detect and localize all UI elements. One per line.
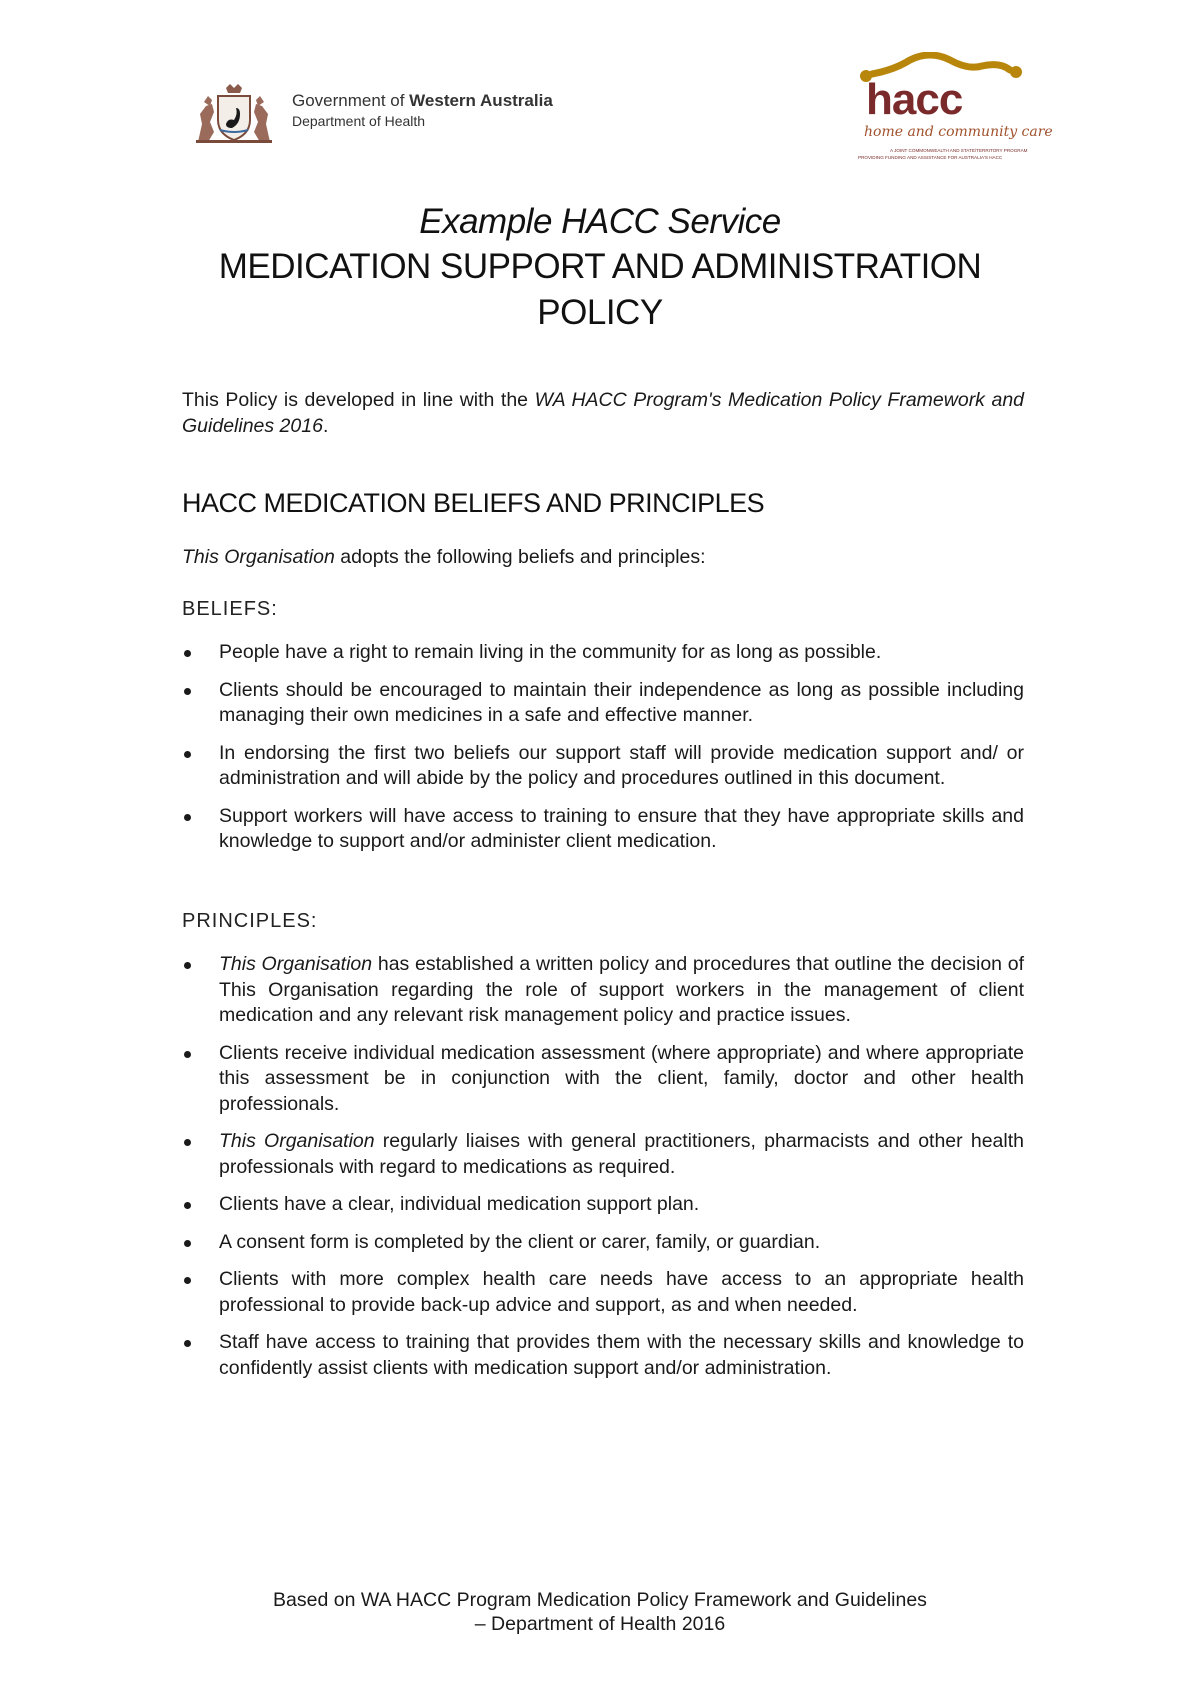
intro-paragraph: This Policy is developed in line with the WA HACC Program's Medication Policy Framework and Guidelines 2016. [182, 389, 1025, 437]
list-item: Clients have a clear, individual medication support plan. [182, 1192, 1024, 1218]
bullet-icon [184, 650, 191, 657]
department-name: Department of Health [292, 112, 426, 129]
principles-heading: PRINCIPLES: [182, 909, 318, 932]
government-name: Government of Western Australia [292, 91, 553, 110]
section-heading: HACC MEDICATION BELIEFS AND PRINCIPLES [182, 488, 765, 518]
document-title [150, 200, 1050, 336]
list-item: This Organisation has established a written policy and procedures that outline the decision of This Organisation regarding the role of support workers in the management of client medication and any relevant risk management policy and practice issues. [182, 952, 1024, 1029]
bullet-icon [184, 962, 191, 969]
title-policy-line-2: POLICY [537, 293, 663, 332]
principles-list [182, 952, 1024, 1381]
list-item: Clients should be encouraged to maintain their independence as long as possible including managing their own medicines in a safe and effective manner. [182, 678, 1024, 729]
list-item: In endorsing the first two beliefs our support staff will provide medication support and/ or administration and will abide by the policy and procedures outlined in this document. [182, 741, 1024, 792]
footer-line-2: – Department of Health 2016 [474, 1613, 726, 1635]
bullet-icon [184, 688, 191, 695]
list-item: Clients receive individual medication assessment (where appropriate) and where appropriate this assessment be in conjunction with the client, family, doctor and other health professionals. [182, 1041, 1024, 1118]
title-policy-line-1: MEDICATION SUPPORT AND ADMINISTRATION [218, 247, 982, 286]
hacc-fine-print-2: PROVIDING FUNDING AND ASSISTANCE FOR AUSTRALIA'S HACC [858, 155, 1003, 160]
hacc-wordmark: hacc [866, 75, 963, 124]
bullet-icon [184, 1051, 191, 1058]
adopts-statement: This Organisation adopts the following beliefs and principles: [182, 546, 706, 568]
bullet-icon [184, 1240, 191, 1247]
list-item: Clients with more complex health care needs have access to an appropriate health professional to provide back-up advice and support, as and when needed. [182, 1267, 1024, 1318]
list-item: People have a right to remain living in the community for as long as possible. [182, 640, 1024, 666]
hacc-roof-icon [872, 55, 1010, 74]
beliefs-list [182, 640, 1024, 855]
bullet-icon [184, 1202, 191, 1209]
bullet-icon [184, 814, 191, 821]
bullet-icon [184, 1277, 191, 1284]
bullet-icon [184, 751, 191, 758]
document-body [182, 388, 1024, 1393]
list-item: This Organisation regularly liaises with general practitioners, pharmacists and other health professionals with regard to medications as required. [182, 1129, 1024, 1180]
bullet-icon [184, 1340, 191, 1347]
page-footer [150, 1588, 1050, 1636]
title-service-name: Example HACC Service [419, 202, 781, 241]
hacc-logo [850, 52, 1066, 168]
hacc-tagline: home and community care [864, 124, 1053, 140]
footer-line-1: Based on WA HACC Program Medication Policy Framework and Guidelines [273, 1589, 927, 1611]
list-item: Staff have access to training that provides them with the necessary skills and knowledge to confidently assist clients with medication support and/or administration. [182, 1330, 1024, 1381]
government-of-wa-logo [192, 84, 632, 144]
beliefs-heading: BELIEFS: [182, 597, 278, 620]
list-item: A consent form is completed by the client or carer, family, or guardian. [182, 1230, 1024, 1256]
government-logo-text [292, 92, 553, 129]
wa-government-crest-icon [192, 84, 276, 144]
list-item: Support workers will have access to training to ensure that they have appropriate skills and knowledge to support and/or administer client medication. [182, 804, 1024, 855]
hacc-fine-print-1: A JOINT COMMONWEALTH AND STATE/TERRITORY PROGRAM [890, 148, 1028, 153]
bullet-icon [184, 1139, 191, 1146]
